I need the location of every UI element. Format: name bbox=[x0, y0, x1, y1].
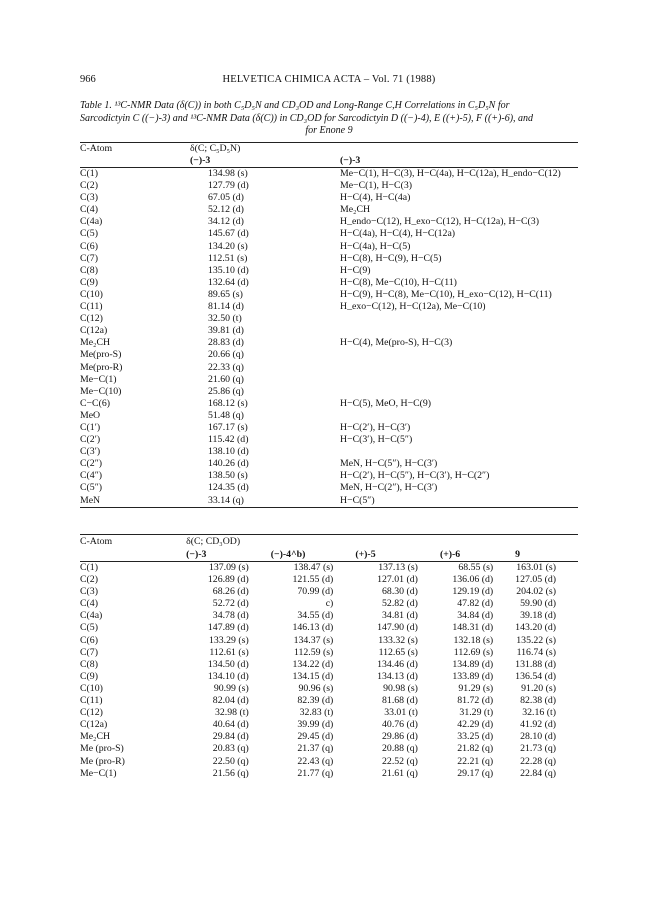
cell-shift: 121.55 (d) bbox=[292, 574, 334, 586]
table-row bbox=[80, 731, 578, 743]
cell-shift: 134.22 (d) bbox=[292, 658, 334, 670]
table-row bbox=[80, 241, 578, 253]
cell-atom: Me−C(10) bbox=[80, 385, 122, 397]
cell-shift: 68.55 (s) bbox=[458, 562, 494, 573]
cell-shift: 134.15 (d) bbox=[292, 670, 334, 682]
col-subheader-compound: 9 bbox=[515, 549, 521, 560]
cell-atom: C(3) bbox=[80, 192, 98, 204]
cell-atom: C(4″) bbox=[80, 470, 103, 482]
cell-shift: 135.22 (s) bbox=[516, 634, 556, 646]
cell-correlated bbox=[340, 386, 578, 398]
table-row bbox=[80, 470, 578, 482]
cell-atom: C(1′) bbox=[80, 421, 101, 433]
cell-correlated: H−C(3′), H−C(5″) bbox=[340, 434, 413, 446]
cell-atom: C(2) bbox=[80, 180, 98, 192]
cell-shift: 21.77 (q) bbox=[297, 767, 334, 779]
table-row bbox=[80, 446, 578, 458]
cell-shift: 133.32 (s) bbox=[378, 634, 418, 646]
cell-shift: 135.10 (d) bbox=[208, 264, 249, 276]
cell-atom: Me (pro-S) bbox=[80, 743, 124, 755]
cell-atom: C(5) bbox=[80, 228, 98, 240]
cell-shift: 31.29 (t) bbox=[459, 707, 494, 719]
cell-shift: 33.01 (t) bbox=[384, 707, 418, 719]
cell-shift: 21.61 (q) bbox=[382, 767, 418, 779]
cell-shift: 28.10 (d) bbox=[520, 731, 556, 743]
cell-shift: 146.13 (d) bbox=[292, 622, 334, 634]
cell-shift: 137.09 (s) bbox=[208, 562, 249, 573]
cell-shift: 138.50 (s) bbox=[208, 470, 248, 482]
table-row bbox=[80, 719, 578, 731]
table-row bbox=[80, 386, 578, 398]
col-subheader-compound: (−)-3 bbox=[186, 549, 207, 560]
cell-shift: 22.33 (q) bbox=[208, 361, 244, 373]
journal-running-head: HELVETICA CHIMICA ACTA – Vol. 71 (1988) bbox=[222, 74, 436, 85]
cell-shift: 67.05 (d) bbox=[208, 192, 244, 204]
table-row bbox=[80, 398, 578, 410]
cell-atom: C(3′) bbox=[80, 446, 101, 458]
cell-correlated bbox=[340, 313, 578, 325]
cell-shift: 167.17 (s) bbox=[208, 421, 248, 433]
col-subheader-correlated: (−)-3 bbox=[340, 155, 361, 166]
cell-shift: 127.01 (d) bbox=[377, 574, 418, 586]
cell-shift: 140.26 (d) bbox=[208, 458, 249, 470]
cell-shift: 112.65 (s) bbox=[378, 646, 418, 658]
cell-atom: Me(pro-R) bbox=[80, 361, 123, 373]
cell-correlated bbox=[340, 362, 578, 374]
table-row bbox=[80, 337, 578, 349]
cell-shift: 22.28 (q) bbox=[520, 755, 556, 767]
cell-shift: 51.48 (q) bbox=[208, 409, 244, 421]
cell-shift: 21.73 (q) bbox=[520, 743, 556, 755]
cell-shift: 112.59 (s) bbox=[293, 646, 334, 658]
table-cd3od bbox=[80, 534, 578, 780]
cell-atom: C(12) bbox=[80, 313, 103, 325]
cell-atom: C(2) bbox=[80, 574, 98, 586]
table-row bbox=[80, 707, 578, 719]
cell-shift: 90.98 (s) bbox=[383, 682, 418, 694]
cell-atom: C(6) bbox=[80, 240, 98, 252]
table-row bbox=[80, 168, 578, 181]
cell-shift: 40.76 (d) bbox=[382, 719, 418, 731]
cell-atom: C(10) bbox=[80, 682, 103, 694]
cell-correlated: H−C(4), H−C(4a) bbox=[340, 192, 411, 204]
table-row bbox=[80, 216, 578, 228]
cell-shift: 32.83 (t) bbox=[299, 707, 334, 719]
cell-shift: 137.13 (s) bbox=[378, 562, 418, 573]
table-row bbox=[80, 374, 578, 386]
cell-shift: 204.02 (s) bbox=[516, 586, 556, 598]
col-subheader-compound: (+)-5 bbox=[355, 549, 376, 560]
cell-shift: 32.98 (t) bbox=[214, 707, 249, 719]
table-row bbox=[80, 277, 578, 289]
cell-shift: 116.74 (s) bbox=[516, 646, 556, 658]
cell-correlated bbox=[340, 446, 578, 458]
cell-atom: C(12a) bbox=[80, 325, 108, 337]
cell-shift: 68.30 (d) bbox=[382, 586, 418, 598]
col-subheader-shift: (−)-3 bbox=[190, 155, 211, 166]
cell-atom: C(9) bbox=[80, 276, 98, 288]
cell-shift: 112.69 (s) bbox=[453, 646, 494, 658]
table-row bbox=[80, 289, 578, 301]
cell-shift: 29.17 (q) bbox=[457, 767, 494, 779]
cell-atom: C(7) bbox=[80, 252, 98, 264]
table-row bbox=[80, 671, 578, 683]
cell-atom: C(4a) bbox=[80, 216, 103, 228]
cell-shift: 148.31 (d) bbox=[452, 622, 494, 634]
cell-shift: 134.37 (s) bbox=[293, 634, 334, 646]
cell-shift: 52.82 (d) bbox=[382, 598, 418, 610]
cell-shift: 89.65 (s) bbox=[208, 288, 243, 300]
cell-atom: C(4) bbox=[80, 204, 98, 216]
cell-atom: C(9) bbox=[80, 670, 98, 682]
cell-shift: 81.68 (d) bbox=[382, 695, 418, 707]
table-row bbox=[80, 482, 578, 494]
cell-correlated: H−C(9), H−C(8), Me−C(10), H_exo−C(12), H−C(11) bbox=[340, 288, 552, 300]
cell-correlated: H−C(4a), H−C(5) bbox=[340, 240, 411, 252]
cell-shift: 34.84 (d) bbox=[457, 610, 494, 622]
cell-shift: 147.89 (d) bbox=[207, 622, 249, 634]
cell-shift: 143.20 (d) bbox=[515, 622, 556, 634]
cell-atom: C(5″) bbox=[80, 482, 103, 494]
table-row bbox=[80, 495, 578, 508]
cell-shift: 29.84 (d) bbox=[212, 731, 249, 743]
cell-shift: 34.78 (d) bbox=[212, 610, 249, 622]
cell-correlated: H−C(5), MeO, H−C(9) bbox=[340, 397, 432, 409]
table-c5d5n bbox=[80, 142, 578, 508]
cell-atom: C(10) bbox=[80, 288, 103, 300]
cell-shift: 39.18 (d) bbox=[520, 610, 556, 622]
cell-correlated: H−C(2′), H−C(3′) bbox=[340, 421, 411, 433]
cell-shift: 136.54 (d) bbox=[515, 670, 556, 682]
cell-correlated: Me−C(1), H−C(3) bbox=[340, 180, 412, 192]
cell-shift: 40.64 (d) bbox=[212, 719, 249, 731]
table-row bbox=[80, 253, 578, 265]
cell-shift: 21.82 (q) bbox=[457, 743, 494, 755]
cell-shift: 42.29 (d) bbox=[457, 719, 494, 731]
table-row bbox=[80, 265, 578, 277]
table-row bbox=[80, 204, 578, 216]
cell-atom: C(1) bbox=[80, 562, 98, 573]
cell-atom: C(5) bbox=[80, 622, 98, 634]
cell-atom: Me−C(1) bbox=[80, 767, 117, 779]
cell-shift: 21.37 (q) bbox=[297, 743, 334, 755]
cell-shift: 91.20 (s) bbox=[521, 682, 556, 694]
cell-shift: 29.86 (d) bbox=[382, 731, 418, 743]
cell-correlated: H_exo−C(12), H−C(12a), Me−C(10) bbox=[340, 301, 486, 313]
col-subheader-compound: (−)-4^b) bbox=[270, 549, 306, 560]
cell-shift: 33.25 (d) bbox=[457, 731, 494, 743]
cell-shift: 52.72 (d) bbox=[212, 598, 249, 610]
table-row bbox=[80, 180, 578, 192]
cell-shift: 133.89 (d) bbox=[452, 670, 494, 682]
cell-shift: 126.89 (d) bbox=[207, 574, 249, 586]
cell-shift: 134.46 (d) bbox=[377, 658, 418, 670]
cell-correlated: H−C(8), Me−C(10), H−C(11) bbox=[340, 276, 457, 288]
cell-atom: C(2″) bbox=[80, 458, 103, 470]
cell-shift: 145.67 (d) bbox=[208, 228, 249, 240]
table-row bbox=[80, 756, 578, 768]
table-caption bbox=[80, 100, 578, 138]
cell-shift: 20.83 (q) bbox=[212, 743, 249, 755]
table-cd3od-body bbox=[80, 562, 578, 780]
cell-shift: 25.86 (q) bbox=[208, 385, 244, 397]
cell-atom: C(8) bbox=[80, 658, 98, 670]
table-row bbox=[80, 635, 578, 647]
cell-shift: 132.18 (s) bbox=[453, 634, 494, 646]
cell-shift: 81.14 (d) bbox=[208, 301, 244, 313]
page-number: 966 bbox=[80, 74, 96, 85]
cell-shift: 127.79 (d) bbox=[208, 180, 249, 192]
cell-shift: c) bbox=[325, 598, 334, 610]
cell-atom: C(11) bbox=[80, 695, 103, 707]
cell-correlated: H_endo−C(12), H_exo−C(12), H−C(12a), H−C(3) bbox=[340, 216, 539, 228]
table-row bbox=[80, 562, 578, 575]
cell-shift: 136.06 (d) bbox=[452, 574, 494, 586]
table-row bbox=[80, 586, 578, 598]
cell-shift: 52.12 (d) bbox=[208, 204, 244, 216]
cell-correlated: H−C(8), H−C(9), H−C(5) bbox=[340, 252, 442, 264]
cell-correlated bbox=[340, 410, 578, 422]
cell-correlated: H−C(4), Me(pro-S), H−C(3) bbox=[340, 337, 453, 349]
table-row bbox=[80, 362, 578, 374]
cell-shift: 124.35 (d) bbox=[208, 482, 249, 494]
cell-atom: Me₂CH bbox=[80, 337, 111, 349]
table-row bbox=[80, 743, 578, 755]
cell-shift: 34.12 (d) bbox=[208, 216, 244, 228]
cell-atom: Me (pro-R) bbox=[80, 755, 125, 767]
caption-line-3: for Enone 9 bbox=[305, 125, 353, 136]
table-row bbox=[80, 325, 578, 337]
cell-shift: 131.88 (d) bbox=[515, 658, 556, 670]
table-row bbox=[80, 349, 578, 361]
table-row bbox=[80, 768, 578, 780]
cell-atom: MeN bbox=[80, 494, 101, 506]
cell-atom: C−C(6) bbox=[80, 397, 111, 409]
table-row bbox=[80, 301, 578, 313]
table-row bbox=[80, 410, 578, 422]
cell-shift: 22.52 (q) bbox=[382, 755, 418, 767]
cell-shift: 138.47 (s) bbox=[293, 562, 334, 573]
cell-shift: 33.14 (q) bbox=[208, 494, 244, 506]
cell-correlated: H−C(2′), H−C(5″), H−C(3′), H−C(2″) bbox=[340, 470, 490, 482]
table-row bbox=[80, 695, 578, 707]
col-header-group: δ(C; CD₃OD) bbox=[186, 536, 241, 547]
cell-shift: 134.89 (d) bbox=[452, 658, 494, 670]
cell-shift: 21.56 (q) bbox=[212, 767, 249, 779]
table-c5d5n-body bbox=[80, 168, 578, 508]
cell-shift: 20.66 (q) bbox=[208, 349, 244, 361]
cell-atom: C(11) bbox=[80, 301, 103, 313]
cell-shift: 20.88 (q) bbox=[382, 743, 418, 755]
cell-shift: 22.84 (q) bbox=[520, 767, 556, 779]
cell-correlated: H−C(4a), H−C(4), H−C(12a) bbox=[340, 228, 456, 240]
cell-shift: 134.98 (s) bbox=[208, 168, 248, 179]
cell-shift: 34.81 (d) bbox=[382, 610, 418, 622]
table-row bbox=[80, 659, 578, 671]
table-row bbox=[80, 422, 578, 434]
col-header-correlated bbox=[340, 143, 578, 156]
cell-shift: 28.83 (d) bbox=[208, 337, 244, 349]
table-row bbox=[80, 610, 578, 622]
table-row bbox=[80, 647, 578, 659]
cell-shift: 82.04 (d) bbox=[212, 695, 249, 707]
caption-line-1: Table 1. ¹³C-NMR Data (δ(C)) in both C₅D₅N and CD₃OD and Long-Range C,H Correlations in C₅D₅N for bbox=[80, 100, 510, 111]
table-row bbox=[80, 434, 578, 446]
cell-shift: 47.82 (d) bbox=[457, 598, 494, 610]
cell-shift: 91.29 (s) bbox=[458, 682, 494, 694]
cell-shift: 168.12 (s) bbox=[208, 397, 248, 409]
col-subheader-compound: (+)-6 bbox=[439, 549, 461, 560]
cell-shift: 32.50 (t) bbox=[208, 313, 242, 325]
cell-atom: Me−C(1) bbox=[80, 373, 117, 385]
cell-atom: C(3) bbox=[80, 586, 98, 598]
cell-shift: 129.19 (d) bbox=[452, 586, 494, 598]
table-row bbox=[80, 683, 578, 695]
cell-shift: 115.42 (d) bbox=[208, 434, 249, 446]
cell-shift: 22.43 (q) bbox=[297, 755, 334, 767]
cell-atom: Me₂CH bbox=[80, 731, 111, 743]
cell-correlated: H−C(9) bbox=[340, 264, 371, 276]
table-row bbox=[80, 598, 578, 610]
cell-shift: 133.29 (s) bbox=[208, 634, 249, 646]
cell-shift: 82.39 (d) bbox=[297, 695, 334, 707]
cell-shift: 21.60 (q) bbox=[208, 373, 244, 385]
cell-atom: C(7) bbox=[80, 646, 98, 658]
cell-atom: C(6) bbox=[80, 634, 98, 646]
cell-shift: 134.10 (d) bbox=[207, 670, 249, 682]
cell-shift: 112.61 (s) bbox=[209, 646, 249, 658]
col-header-atom-2: C-Atom bbox=[80, 536, 113, 547]
cell-shift: 68.26 (d) bbox=[212, 586, 249, 598]
cell-shift: 163.01 (s) bbox=[516, 562, 556, 573]
cell-shift: 34.55 (d) bbox=[297, 610, 334, 622]
table-row bbox=[80, 458, 578, 470]
cell-shift: 29.45 (d) bbox=[297, 731, 334, 743]
caption-line-2: Sarcodictyin C ((−)-3) and ¹³C-NMR Data (δ(C)) in CD₃OD for Sarcodictyin D ((−)-4), E ((+)-5), F ((+)-6), and bbox=[80, 112, 534, 124]
cell-atom: C(1) bbox=[80, 168, 98, 179]
table-row bbox=[80, 313, 578, 325]
cell-shift: 134.13 (d) bbox=[377, 670, 418, 682]
cell-correlated bbox=[340, 374, 578, 386]
cell-atom: C(2′) bbox=[80, 434, 101, 446]
cell-shift: 112.51 (s) bbox=[208, 252, 248, 264]
cell-atom: C(12) bbox=[80, 707, 103, 719]
col-header-shift: δ(C; C₅D₅N) bbox=[190, 143, 241, 154]
cell-shift: 39.99 (d) bbox=[297, 719, 334, 731]
cell-shift: 22.21 (q) bbox=[457, 755, 494, 767]
cell-shift: 32.16 (t) bbox=[522, 707, 556, 719]
cell-correlated: MeN, H−C(2″), H−C(3′) bbox=[340, 482, 438, 494]
cell-shift: 59.90 (d) bbox=[520, 598, 556, 610]
cell-correlated bbox=[340, 349, 578, 361]
table-row bbox=[80, 228, 578, 240]
cell-shift: 138.10 (d) bbox=[208, 446, 249, 458]
cell-atom: Me(pro-S) bbox=[80, 349, 122, 361]
cell-shift: 90.99 (s) bbox=[213, 682, 249, 694]
cell-atom: MeO bbox=[80, 409, 101, 421]
cell-correlated: MeN, H−C(5″), H−C(3′) bbox=[340, 458, 438, 470]
cell-shift: 147.90 (d) bbox=[377, 622, 418, 634]
table-row bbox=[80, 574, 578, 586]
cell-shift: 70.99 (d) bbox=[297, 586, 334, 598]
cell-atom: C(4a) bbox=[80, 610, 103, 622]
cell-correlated bbox=[340, 325, 578, 337]
cell-shift: 134.20 (s) bbox=[208, 240, 248, 252]
cell-shift: 39.81 (d) bbox=[208, 325, 244, 337]
col-header-atom: C-Atom bbox=[80, 143, 113, 154]
cell-shift: 134.50 (d) bbox=[207, 658, 249, 670]
table-row bbox=[80, 192, 578, 204]
cell-atom: C(12a) bbox=[80, 719, 108, 731]
cell-correlated: Me₂CH bbox=[340, 204, 371, 216]
table-row bbox=[80, 622, 578, 634]
cell-atom: C(4) bbox=[80, 598, 98, 610]
cell-shift: 132.64 (d) bbox=[208, 276, 249, 288]
cell-shift: 41.92 (d) bbox=[520, 719, 556, 731]
cell-shift: 82.38 (d) bbox=[520, 695, 556, 707]
cell-shift: 127.05 (d) bbox=[515, 574, 556, 586]
cell-shift: 81.72 (d) bbox=[457, 695, 494, 707]
cell-shift: 22.50 (q) bbox=[212, 755, 249, 767]
cell-correlated: Me−C(1), H−C(3), H−C(4a), H−C(12a), H_endo−C(12) bbox=[340, 168, 561, 179]
cell-atom: C(8) bbox=[80, 264, 98, 276]
cell-shift: 90.96 (s) bbox=[298, 682, 334, 694]
cell-correlated: H−C(5″) bbox=[340, 494, 375, 506]
